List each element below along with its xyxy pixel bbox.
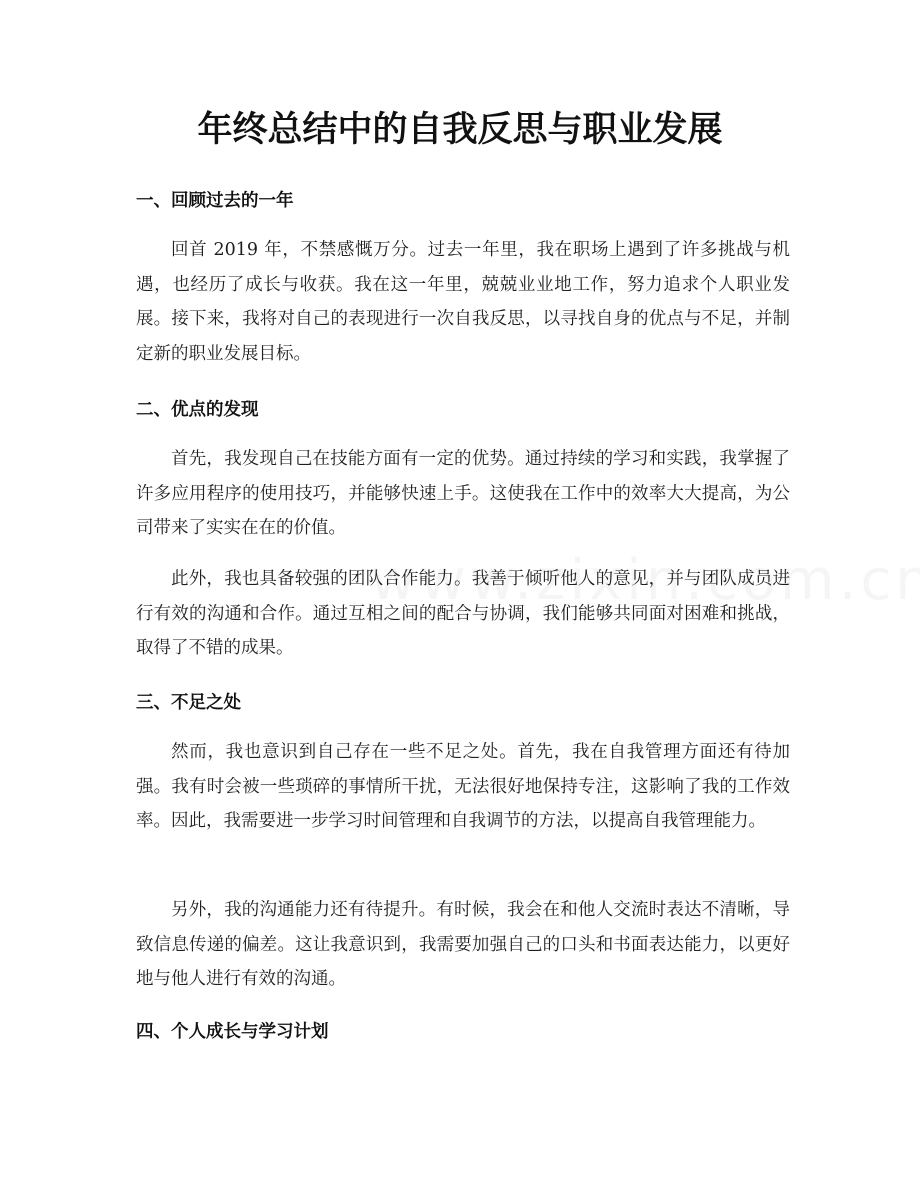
paragraph-strengths-skills: 首先，我发现自己在技能方面有一定的优势。通过持续的学习和实践，我掌握了许多应用程序的使用技巧，并能够快速上手。这使我在工作中的效率大大提高，为公司带来了实实在在的价值。 [136, 449, 790, 538]
paragraph-review: 回首 2019 年，不禁感慨万分。过去一年里，我在职场上遇到了许多挑战与机遇，也经历了成长与收获。我在这一年里，兢兢业业地工作，努力追求个人职业发展。接下来，我将对自己的表现进行一次自我反思，以寻找自身的优点与不足，并制定新的职业发展目标。 [136, 240, 790, 364]
document-title: 年终总结中的自我反思与职业发展 [197, 110, 723, 150]
paragraph-weaknesses-communication: 另外，我的沟通能力还有待提升。有时候，我会在和他人交流时表达不清晰，导致信息传递的偏差。这让我意识到，我需要加强自己的口头和书面表达能力，以更好地与他人进行有效的沟通。 [136, 900, 790, 989]
paragraph-weaknesses-self-management: 然而，我也意识到自己存在一些不足之处。首先，我在自我管理方面还有待加强。我有时会被一些琐碎的事情所干扰，无法很好地保持专注，这影响了我的工作效率。因此，我需要进一步学习时间管理和自我调节的方法，以提高自我管理能力。 [136, 742, 790, 831]
section-heading-weaknesses: 三、不足之处 [136, 693, 241, 713]
paragraph-strengths-teamwork: 此外，我也具备较强的团队合作能力。我善于倾听他人的意见，并与团队成员进行有效的沟通和合作。通过互相之间的配合与协调，我们能够共同面对困难和挑战，取得了不错的成果。 [136, 569, 790, 658]
section-heading-review: 一、回顾过去的一年 [136, 191, 294, 211]
section-heading-growth-plan: 四、个人成长与学习计划 [136, 1022, 329, 1042]
section-heading-strengths: 二、优点的发现 [136, 400, 259, 420]
